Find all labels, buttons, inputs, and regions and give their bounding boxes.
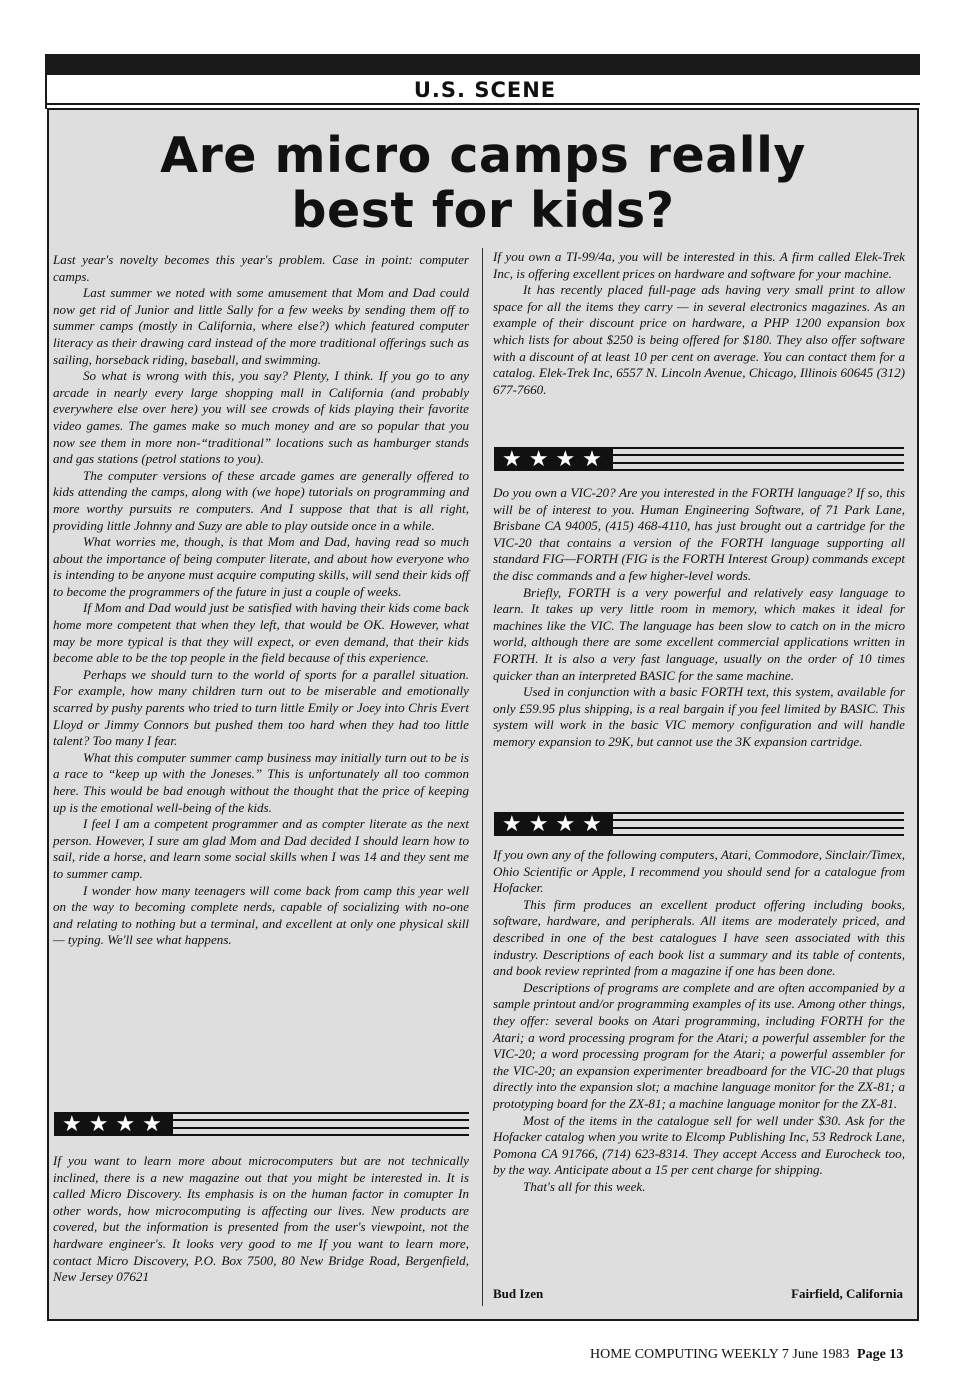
paragraph: Used in conjunction with a basic FORTH text, this system, available for only £59.95 plus shipping, is a real bargain if you feel limited by BASIC. This system will work in the basic VIC memory configuration and will handle memory expansion to 29K, but cannot use the 3K expansion cartridge.	[493, 684, 905, 749]
paragraph: If Mom and Dad would just be satisfied with having their kids come back home more competent that when they left, that would be OK. However, what may be more typical is that they will expect, or even demand, that their kids become able to be the top people in the field because of this experience.	[53, 600, 469, 666]
byline	[493, 1286, 903, 1302]
paragraph: Perhaps we should turn to the world of sports for a parallel situation. For example, how many children turn out to be miserable and emotionally scarred by pushy parents who tried to turn little Emily or Joey into Chris Evert Lloyd or Jimmy Connors but pushed them too hard when they had too little talent? Too many I fear.	[53, 666, 469, 749]
paragraph: Descriptions of programs are complete and are often accompanied by a sample printout and/or programming examples of its use. Among other things, they offer: several books on Atari programming, including FORTH for the Atari; a word processing program for the Atari; a powerful assembler for the VIC-20; a word processing program for the Atari; a powerful assembler for the VIC-20; an expansion experimenter breadboard for the VIC-20 that plugs directly into the expansion slot; a machine language monitor for the ZX-81; a prototyping board for the ZX-81; a machine language monitor for the ZX-81.	[493, 979, 905, 1111]
right-column-section-3	[493, 847, 905, 1195]
star-divider-right-1	[494, 447, 904, 471]
stars-icon: ★★★★	[494, 812, 613, 836]
left-column-bottom	[53, 1153, 469, 1286]
publication-line: HOME COMPUTING WEEKLY 7 June 1983	[590, 1347, 850, 1362]
stripe-lines	[173, 1112, 469, 1136]
stripe-lines	[613, 447, 904, 471]
paragraph: So what is wrong with this, you say? Plenty, I think. If you go to any arcade in nearly every large shopping mall in California (and probably everywhere else over here) you will see crowds of kids playing their favorite video games. The games make so much money and are so popular that you now see them in more non-“traditional” locations such as hamburger stands and gas stations (petrol stations to you).	[53, 368, 469, 467]
paragraph: If you own a TI-99/4a, you will be interested in this. A firm called Elek-Trek Inc, is offering excellent prices on hardware and software for your machine.	[493, 249, 905, 281]
paragraph: I feel I am a competent programmer and as compter literate as the next person. However, I sure am glad Mom and Dad decided I should learn how to sail, ride a horse, and learn some social skills when I was 14 and they sent me to summer camp.	[53, 816, 469, 881]
paragraph: If you want to learn more about microcomputers but are not technically inclined, there is a new magazine out that you might be interested in. It is called Micro Discovery. Its emphasis is on the human factor in comupter In other words, how microcomputing is affecting our lives. New products are covered, but the information is presented from the user's viewpoint, not the hardware engineer's. It looks very good to me If you want to learn more, contact Micro Discovery, P.O. Box 7500, 80 New Bridge Road, Bergenfield, New Jersey 07621	[53, 1153, 469, 1285]
paragraph: Briefly, FORTH is a very powerful and relatively easy language to learn. It takes up very little room in memory, which makes it ideal for machines like the VIC. The language has been slow to catch on in the micro world, although there are some excellent commercial applications written in FORTH. It is also a very fast language, usually on the order of 10 times quicker than an interpreted BASIC for the same machine.	[493, 584, 905, 683]
page-number: Page 13	[857, 1347, 904, 1362]
paragraph: What this computer summer camp business may initially turn out to be is a race to “keep up with the Joneses.” This is unfortunately all too common here. This would be bad enough without the thought that the price of keeping up is the emotional well-being of the kids.	[53, 749, 469, 815]
author-name: Bud Izen	[493, 1286, 544, 1301]
paragraph: If you own any of the following computers, Atari, Commodore, Sinclair/Timex, Ohio Scientific or Apple, I recommend you should send for a catalogue from Hofacker.	[493, 847, 905, 896]
paragraph: The computer versions of these arcade games are generally offered to kids attending the camps, along with (we hope) tutorials on programming and more worthy pursuits re computers. And I suppose that that is all right, providing little Johnny and Suzy are able to play outside once in a while.	[53, 467, 469, 533]
stars-icon: ★★★★	[494, 447, 613, 471]
paragraph: What worries me, though, is that Mom and Dad, having read so much about the importance of being computer literate, and about how everyone who is intending to be anyone must acquire computing skills, will send their kids off to become the programmers of the future in just a couple of weeks.	[53, 534, 469, 599]
headline-line-2: best for kids?	[291, 182, 675, 239]
paragraph: This firm produces an excellent product offering including books, software, hardware, and peripherals. All items are moderately priced, and described in one of the best catalogues I have seen associated with this industry. Descriptions of each book list a summary and its table of contents, and book review reprinted from a magazine if one has been done.	[493, 896, 905, 979]
section-title: U.S. SCENE	[413, 78, 557, 102]
paragraph: Most of the items in the catalogue sell for well under $30. Ask for the Hofacker catalog when you write to Elcomp Publishing Inc, 53 Redrock Lane, Pomona CA 91766, (714) 623-8314. They accept Access and Eurocheck too, by the way. Anticipate about a 15 per cent charge for shipping.	[493, 1112, 905, 1178]
stripe-lines	[613, 812, 904, 836]
stars-icon: ★★★★	[54, 1112, 173, 1136]
star-divider-right-2	[494, 812, 904, 836]
column-divider	[482, 248, 483, 1306]
right-column-section-1	[493, 249, 905, 398]
headline-line-1: Are micro camps really	[160, 127, 806, 184]
right-column-section-2	[493, 485, 905, 751]
left-column	[53, 252, 469, 949]
star-divider-left	[54, 1112, 469, 1136]
author-location: Fairfield, California	[791, 1286, 903, 1301]
paragraph: That's all for this week.	[523, 1178, 646, 1194]
paragraph: Last summer we noted with some amusement that Mom and Dad could now get rid of Junior and little Sally for a few weeks by sending them off to summer camps (mostly in California, where else?) which featured computer literacy as their drawing card instead of the more traditional offerings such as sailing, horseback riding, baseball, and swimming.	[53, 285, 469, 367]
page-footer	[590, 1347, 903, 1363]
section-rule	[45, 103, 920, 105]
paragraph: It has recently placed full-page ads having very small print to allow space for all the items they carry — in several electronics magazines. As an example of their discount price on hardware, a PHP 1200 expansion box which lists for about $250 is being offered for $180. They also offer software with a discount of at least 10 per cent on average. You can contact them for a catalog. Elek-Trek Inc, 6557 N. Lincoln Avenue, Chicago, Illinois 60645 (312) 677-7660.	[493, 282, 905, 397]
paragraph: Last year's novelty becomes this year's problem. Case in point: computer camps.	[53, 252, 469, 284]
paragraph: I wonder how many teenagers will come back from camp this year well on the way to becoming complete nerds, capable of socializing with no-one and relating to nothing but a terminal, and excellent at only one physical skill — typing. We'll see what happens.	[53, 882, 469, 948]
headline	[47, 128, 919, 238]
paragraph: Do you own a VIC-20? Are you interested in the FORTH language? If so, this will be of interest to you. Human Engineering Software, of 71 Park Lane, Brisbane CA 94005, (415) 468-4110, has just brought out a cartridge for the VIC-20 that contains a version of the FORTH language supporting all standard FIG—FORTH (FIG is the FORTH Interest Group) commands except the disc commands and a few higher-level words.	[493, 485, 905, 583]
top-bar	[45, 54, 920, 75]
